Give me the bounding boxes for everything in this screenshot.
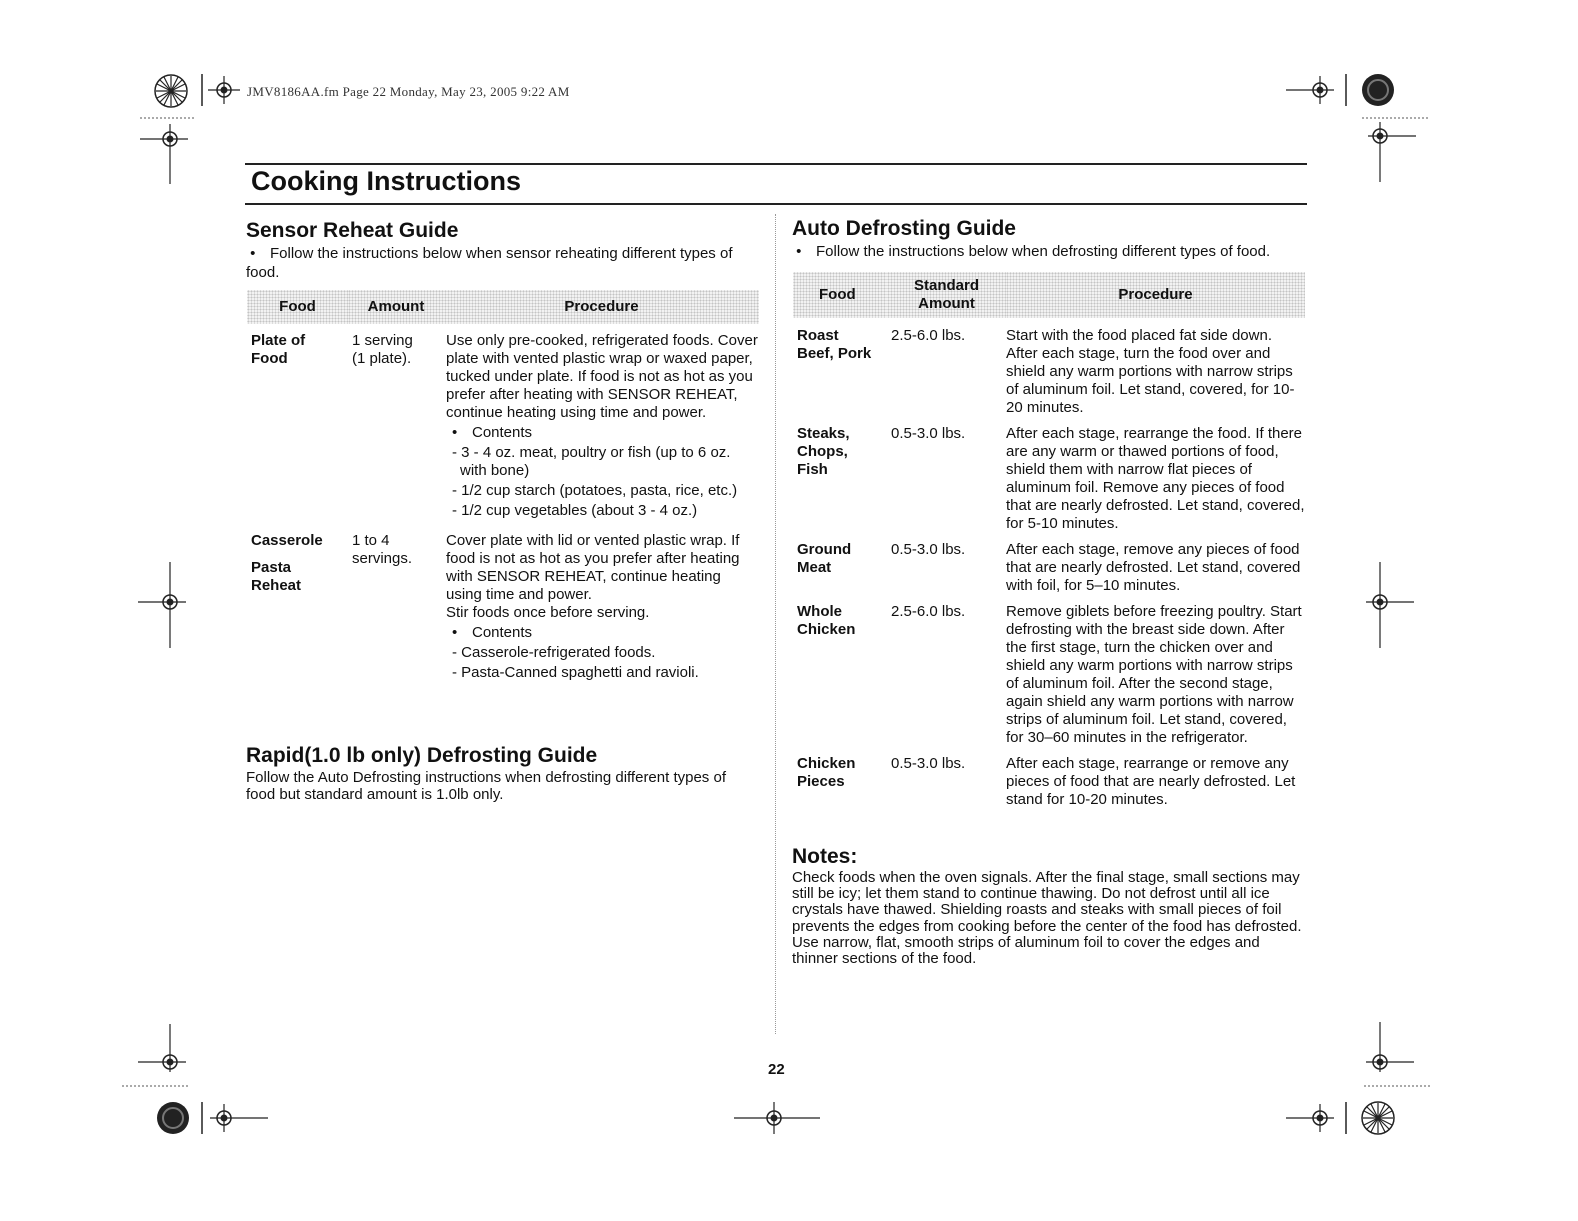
auto-defrost-intro: • Follow the instructions below when defrosting different types of food.: [792, 243, 1271, 260]
col-header-procedure: Procedure: [444, 290, 759, 324]
procedure-item: - 1/2 cup vegetables (about 3 - 4 oz.): [452, 502, 698, 519]
food-name: Ground: [797, 541, 852, 558]
registration-mark-icon: [1284, 1098, 1354, 1138]
food-name: Plate of: [251, 332, 306, 349]
amount-value: 0.5-3.0 lbs.: [891, 755, 966, 772]
sensor-reheat-table: [247, 290, 759, 682]
procedure-bullet: • Contents: [452, 424, 533, 441]
table-row: [793, 318, 1305, 425]
page-number: 22: [768, 1061, 785, 1078]
food-name: Casserole: [251, 532, 323, 549]
color-wheel-icon: [155, 1100, 191, 1136]
auto-defrost-table: [793, 272, 1305, 809]
procedure-item: - 1/2 cup starch (potatoes, pasta, rice, etc.): [452, 482, 738, 499]
rapid-defrost-body: Follow the Auto Defrosting instructions when defrosting different types of food but standard amount is 1.0lb only.: [246, 769, 726, 803]
print-slug: JMV8186AA.fm Page 22 Monday, May 23, 2005 9:22 AM: [247, 84, 570, 99]
table-row: [247, 532, 759, 682]
col-header-amount: Amount: [348, 290, 444, 324]
registration-mark-icon: [1362, 560, 1416, 650]
amount-value: servings.: [352, 550, 413, 567]
food-name: Chops,: [797, 443, 848, 460]
food-name: Pasta: [251, 559, 292, 576]
procedure-text: Start with the food placed fat side down. After each stage, turn the food over and shield any warm portions with narrow strips of aluminum foil. Let stand, covered, for 10-20 minutes.: [1006, 327, 1295, 416]
color-wheel-icon: [153, 73, 189, 109]
food-name: Whole: [797, 603, 842, 620]
auto-defrost-title: Auto Defrosting Guide: [792, 217, 1016, 240]
auto-defrost-section: [792, 217, 1307, 261]
procedure-text: Stir foods once before serving.: [446, 604, 650, 621]
amount-value: 0.5-3.0 lbs.: [891, 541, 966, 558]
title-rule-bottom: [245, 203, 1307, 205]
procedure-text: Cover plate with lid or vented plastic wrap. If food is not as hot as you prefer after heating with SENSOR REHEAT, continue heating using time and power.: [446, 532, 740, 603]
amount-value: (1 plate).: [352, 350, 412, 367]
registration-mark-icon: [198, 1098, 270, 1138]
amount-value: 0.5-3.0 lbs.: [891, 425, 966, 442]
notes-body: Check foods when the oven signals. After the final stage, small sections may still be icy; let them stand to continue thawing. Do not defrost until all ice crystals have thawed. Shielding roasts and steaks with small pieces of foil prevents the edges from cooking before the center of the food has defrosted. Use narrow, flat, smooth strips of aluminum foil to cover the edges and thinner sections of the food.: [792, 869, 1302, 968]
food-name: Food: [251, 350, 288, 367]
food-name: Steaks,: [797, 425, 850, 442]
registration-mark-icon: [732, 1098, 822, 1138]
color-wheel-icon: [1360, 1100, 1396, 1136]
crop-mark-icon: [1360, 112, 1432, 186]
table-row: [793, 755, 1305, 809]
col-header-food: Food: [793, 272, 887, 318]
procedure-item: - Casserole-refrigerated foods.: [452, 644, 656, 661]
food-name: Pieces: [797, 773, 845, 790]
crop-mark-icon: [1362, 1020, 1432, 1092]
procedure-text: After each stage, remove any pieces of food that are nearly defrosted. Let stand, covered with foil, for 5–10 minutes.: [1006, 541, 1301, 594]
procedure-text: Use only pre-cooked, refrigerated foods. Cover plate with vented plastic wrap or waxed paper, tucked under plate. If food is not as hot as you prefer after heating with SENSOR REHEAT, continue heating using time and power.: [446, 332, 758, 421]
notes-section: [792, 845, 1304, 967]
food-name: Fish: [797, 461, 828, 478]
procedure-text: After each stage, rearrange or remove any pieces of food that are nearly defrosted. Let stand for 10-20 minutes.: [1006, 755, 1296, 808]
table-row: [247, 324, 759, 532]
rapid-defrost-section: [246, 744, 758, 803]
amount-value: 2.5-6.0 lbs.: [891, 603, 966, 620]
table-row: [793, 541, 1305, 603]
food-name: Reheat: [251, 577, 302, 594]
food-name: Chicken: [797, 755, 856, 772]
bullet-icon: •: [792, 243, 802, 260]
col-header-standard-amount: Standard Amount: [887, 272, 1006, 318]
column-divider: [775, 214, 776, 1034]
sensor-reheat-intro: • Follow the instructions below when sensor reheating different types of food.: [246, 245, 733, 281]
registration-mark-icon: [136, 560, 190, 650]
rapid-defrost-title: Rapid(1.0 lb only) Defrosting Guide: [246, 744, 598, 767]
procedure-item: - Pasta-Canned spaghetti and ravioli.: [452, 664, 699, 681]
bullet-icon: •: [452, 424, 458, 441]
bullet-icon: •: [246, 245, 256, 262]
crop-mark-icon: [138, 112, 198, 186]
crop-mark-icon: [120, 1022, 192, 1092]
food-name: Meat: [797, 559, 832, 576]
col-header-food: Food: [247, 290, 348, 324]
food-name: Roast: [797, 327, 839, 344]
title-rule-top: [245, 163, 1307, 165]
page-title: Cooking Instructions: [251, 166, 521, 196]
procedure-item: - 3 - 4 oz. meat, poultry or fish (up to 6 oz. with bone): [452, 444, 731, 479]
registration-mark-icon: [198, 70, 242, 110]
color-wheel-icon: [1360, 72, 1396, 108]
registration-mark-icon: [1284, 70, 1354, 110]
procedure-text: Remove giblets before freezing poultry. Start defrosting with the breast side down. After the first stage, turn the chicken over and shield any warm portions with narrow strips of aluminum foil. After the second stage, again shield any warm portions with narrow strips of aluminum foil. Let stand, covered, for 30–60 minutes in the refrigerator.: [1006, 603, 1302, 746]
food-name: Beef, Pork: [797, 345, 872, 362]
col-header-procedure: Procedure: [1006, 272, 1305, 318]
sensor-reheat-section: [246, 219, 758, 282]
procedure-bullet: • Contents: [452, 624, 533, 641]
table-row: [793, 425, 1305, 541]
table-row: [793, 603, 1305, 755]
amount-value: 1 serving: [352, 332, 413, 349]
amount-value: 1 to 4: [352, 532, 390, 549]
notes-title: Notes:: [792, 845, 858, 868]
bullet-icon: •: [452, 624, 458, 641]
sensor-reheat-title: Sensor Reheat Guide: [246, 219, 459, 242]
procedure-text: After each stage, rearrange the food. If there are any warm or thawed portions of food, shield them with narrow flat pieces of aluminum foil. Remove any pieces of food that are nearly defrosted. Let stand, covered, for 5-10 minutes.: [1006, 425, 1305, 532]
amount-value: 2.5-6.0 lbs.: [891, 327, 966, 344]
food-name: Chicken: [797, 621, 856, 638]
